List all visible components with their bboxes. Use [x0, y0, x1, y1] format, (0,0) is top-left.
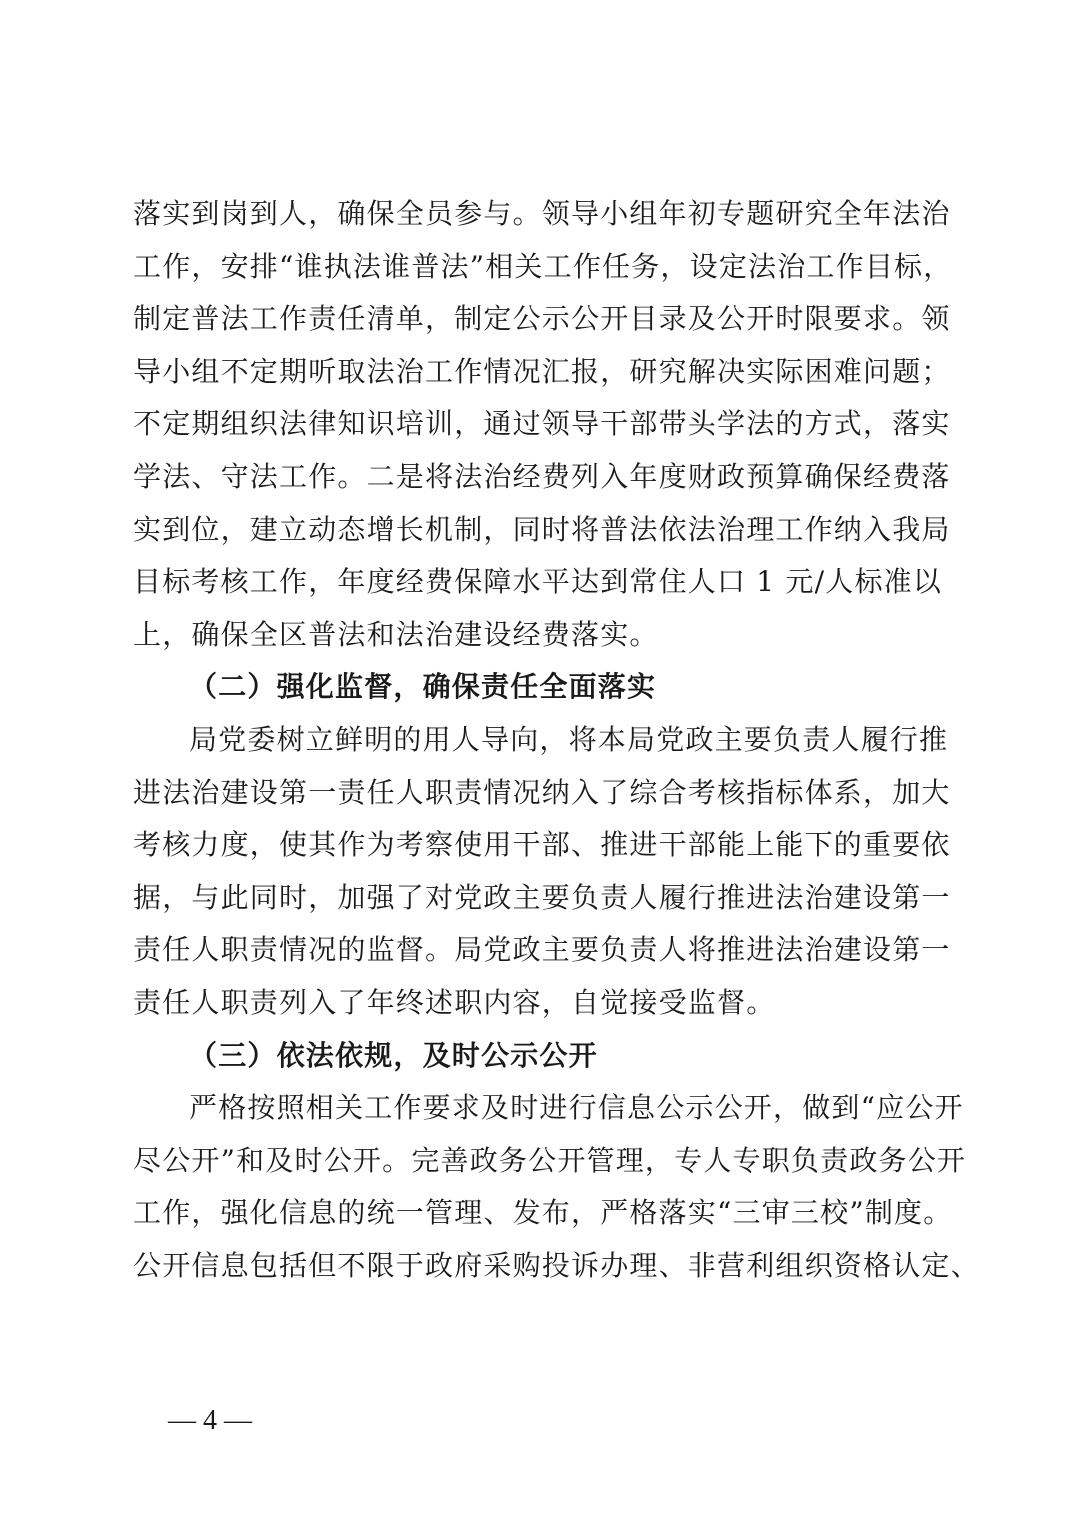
paragraph-line: 工作，强化信息的统一管理、发布，严格落实“三审三校”制度。: [133, 1196, 953, 1230]
paragraph-line: 制定普法工作责任清单，制定公示公开目录及公开时限要求。领: [133, 302, 951, 336]
paragraph-line: 实到位，建立动态增长机制，同时将普法依法治理工作纳入我局: [133, 512, 951, 546]
paragraph-line: 落实到岗到人，确保全员参与。领导小组年初专题研究全年法治: [133, 197, 951, 230]
paragraph-line: 目标考核工作，年度经费保障水平达到常住人口 1 元/人标准以: [133, 565, 943, 599]
paragraph-line: 据，与此同时，加强了对党政主要负责人履行推进法治建设第一: [133, 880, 951, 914]
paragraph-line: 局党委树立鲜明的用人导向，将本局党政主要负责人履行推: [189, 722, 949, 756]
section-heading: （三）依法依规，及时公示公开: [189, 1038, 598, 1072]
paragraph-line: 学法、守法工作。二是将法治经费列入年度财政预算确保经费落: [133, 459, 951, 493]
page-number: — 4 —: [168, 1405, 252, 1436]
paragraph-line: 责任人职责情况的监督。局党政主要负责人将推进法治建设第一: [133, 933, 951, 967]
document-body: [133, 188, 980, 1292]
paragraph-line: 导小组不定期听取法治工作情况汇报，研究解决实际困难问题；: [133, 354, 951, 388]
paragraph-line: 工作，安排“谁执法谁普法”相关工作任务，设定法治工作目标，: [133, 249, 953, 283]
section-heading: （二）强化监督，确保责任全面落实: [189, 670, 657, 704]
paragraph-line: 上，确保全区普法和法治建设经费落实。: [133, 617, 659, 651]
paragraph-line: 考核力度，使其作为考察使用干部、推进干部能上能下的重要依: [133, 828, 951, 862]
paragraph-line: 严格按照相关工作要求及时进行信息公示公开，做到“应公开: [189, 1091, 964, 1125]
paragraph-line: 责任人职责列入了年终述职内容，自觉接受监督。: [133, 985, 776, 1019]
paragraph-line: 不定期组织法律知识培训，通过领导干部带头学法的方式，落实: [133, 407, 951, 441]
paragraph-line: 公开信息包括但不限于政府采购投诉办理、非营利组织资格认定、: [133, 1248, 980, 1282]
paragraph-line: 尽公开”和及时公开。完善政务公开管理，专人专职负责政务公开: [133, 1143, 967, 1177]
paragraph-line: 进法治建设第一责任人职责情况纳入了综合考核指标体系，加大: [133, 775, 951, 809]
